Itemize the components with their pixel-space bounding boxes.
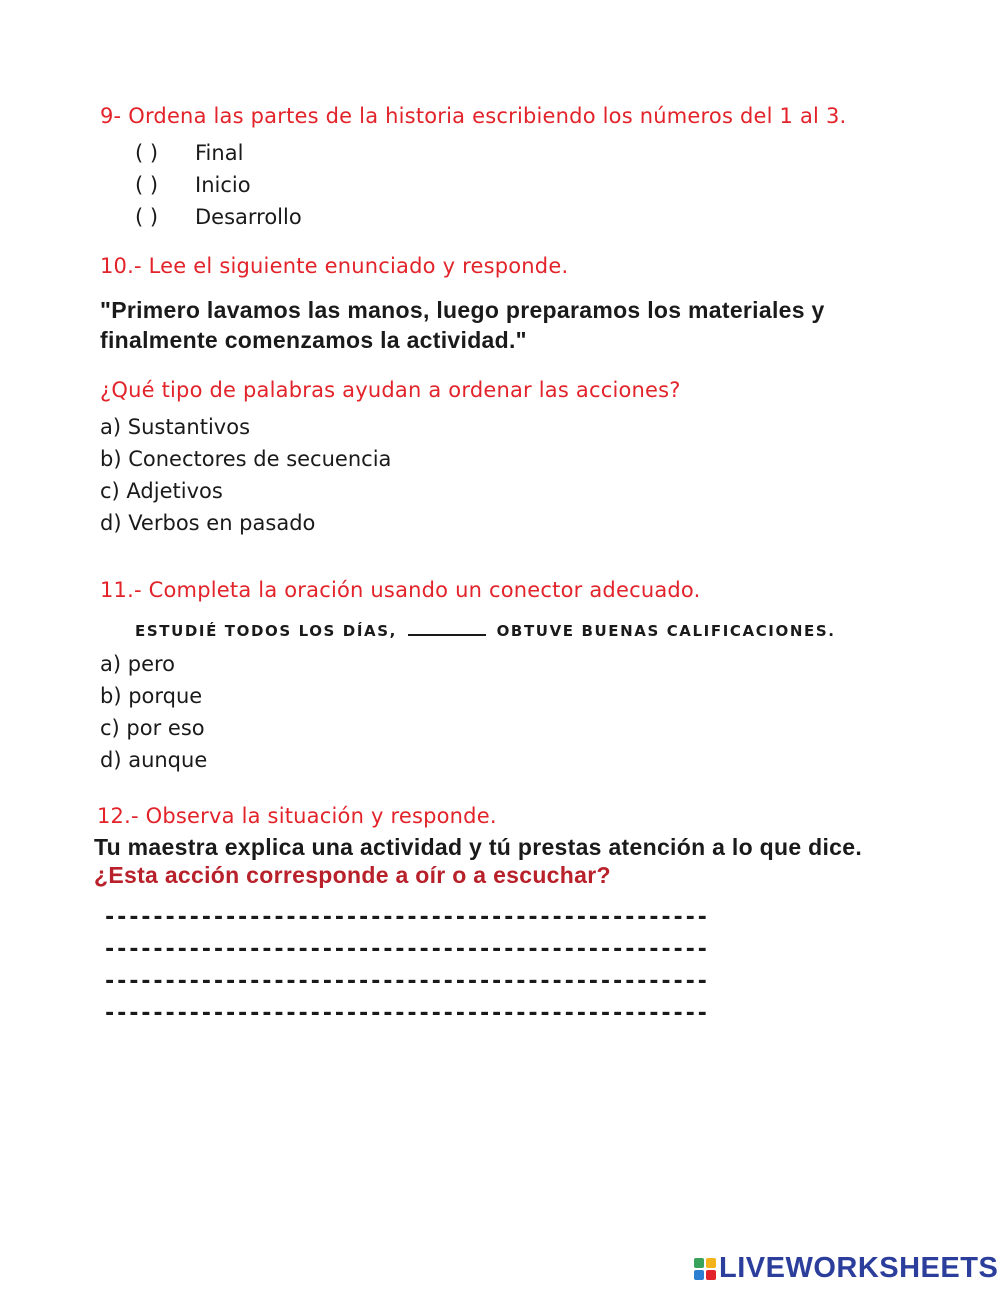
q11-sentence [135, 622, 836, 640]
q11-option-b[interactable]: b) porque [100, 684, 203, 708]
sentence-part-1: ESTUDIÉ TODOS LOS DÍAS, [135, 622, 397, 640]
q10-quote-line-1: "Primero lavamos las manos, luego preparamos los materiales y [100, 297, 825, 323]
option-label: Desarrollo [195, 205, 302, 229]
liveworksheets-logo-icon [694, 1258, 716, 1280]
q9-option-final [135, 141, 243, 165]
q12-statement: Tu maestra explica una actividad y tú prestas atención a lo que dice. [94, 834, 863, 860]
q10-option-c[interactable]: c) Adjetivos [100, 479, 223, 503]
liveworksheets-logo-text: LIVEWORKSHEETS [719, 1252, 999, 1284]
option-label: Inicio [195, 173, 251, 197]
q11-title: 11.- Completa la oración usando un conector adecuado. [100, 578, 701, 602]
q10-option-d[interactable]: d) Verbos en pasado [100, 511, 316, 535]
q11-option-a[interactable]: a) pero [100, 652, 176, 676]
q12-title: 12.- Observa la situación y responde. [97, 804, 497, 828]
option-label: Final [195, 141, 244, 165]
q9-title: 9- Ordena las partes de la historia escribiendo los números del 1 al 3. [100, 104, 847, 128]
answer-blank[interactable]: ( ) [135, 205, 159, 229]
answer-line-3[interactable]: -------------------------------------------------- [103, 969, 708, 994]
q9-option-desarrollo [135, 205, 302, 229]
answer-blank[interactable]: ( ) [135, 173, 159, 197]
q10-option-a[interactable]: a) Sustantivos [100, 415, 251, 439]
q10-question: ¿Qué tipo de palabras ayudan a ordenar las acciones? [100, 378, 681, 402]
q9-option-inicio [135, 173, 251, 197]
answer-blank[interactable]: ( ) [135, 141, 159, 165]
answer-line-1[interactable]: -------------------------------------------------- [103, 905, 708, 930]
q10-title: 10.- Lee el siguiente enunciado y responde. [100, 254, 569, 278]
q10-option-b[interactable]: b) Conectores de secuencia [100, 447, 392, 471]
q11-option-d[interactable]: d) aunque [100, 748, 208, 772]
sentence-part-2: OBTUVE BUENAS CALIFICACIONES. [496, 622, 836, 640]
q10-quote-line-2: finalmente comenzamos la actividad." [100, 327, 527, 353]
q11-option-c[interactable]: c) por eso [100, 716, 205, 740]
q12-question: ¿Esta acción corresponde a oír o a escuchar? [94, 862, 611, 888]
answer-line-2[interactable]: -------------------------------------------------- [103, 937, 708, 962]
blank-line[interactable] [408, 634, 486, 636]
answer-line-4[interactable]: -------------------------------------------------- [103, 1001, 708, 1026]
